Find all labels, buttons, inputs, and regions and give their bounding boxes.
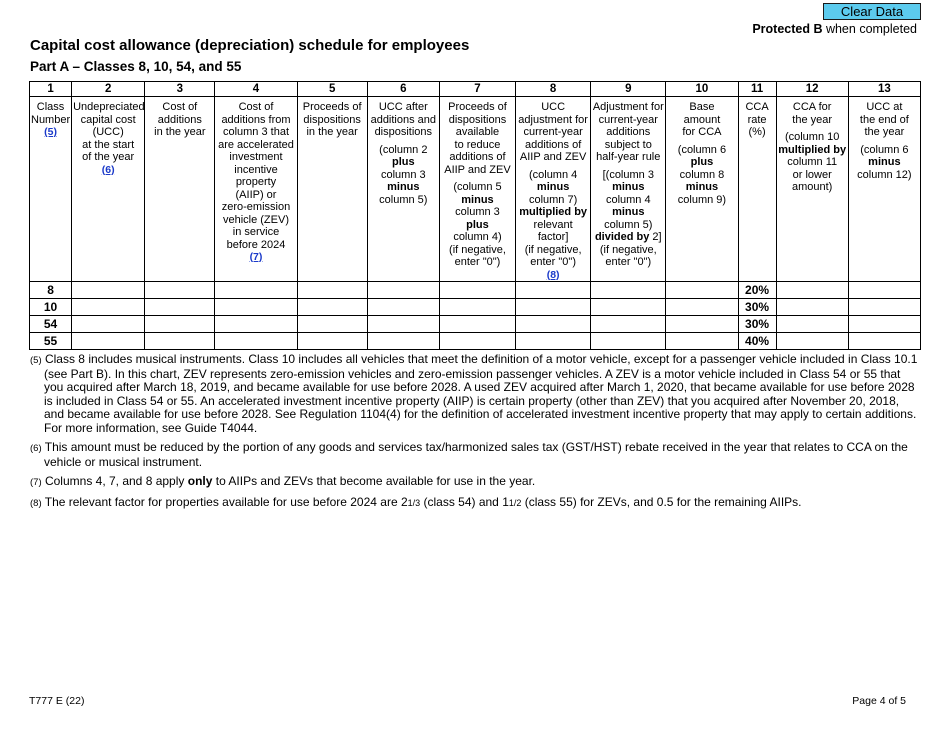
input-cell[interactable] [367, 282, 439, 299]
footnote-6: (6) This amount must be reduced by the portion of any goods and services tax/harmonized sales tax (GST/HST) rebate received in the year that relates to CCA on the vehicle or musical instrument. [30, 440, 908, 469]
footnote-7-link[interactable]: (7) [249, 251, 263, 263]
col-num-6: 6 [367, 82, 439, 97]
col-num-5: 5 [297, 82, 367, 97]
class-label: 54 [30, 316, 72, 333]
col-desc-2: Undepreciated capital cost (UCC) at the start of the year (6) [72, 97, 145, 282]
footnote-8: (8) The relevant factor for properties available for use before 2024 are 21/3 (class 54) and 11/2 (class 55) for ZEVs, and 0.5 for the remaining AIIPs. [30, 494, 802, 509]
cca-rate: 20% [738, 282, 776, 299]
input-cell[interactable] [591, 333, 666, 350]
col-num-13: 13 [848, 82, 920, 97]
input-cell[interactable] [848, 333, 920, 350]
input-cell[interactable] [367, 299, 439, 316]
input-cell[interactable] [215, 316, 297, 333]
col-desc-3: Cost of additions in the year [145, 97, 215, 282]
footnote-6-link[interactable]: (6) [101, 163, 115, 176]
part-heading: Part A – Classes 8, 10, 54, and 55 [30, 59, 242, 74]
col-num-1: 1 [30, 82, 72, 97]
column-number-row [30, 82, 921, 97]
cca-rate: 30% [738, 299, 776, 316]
input-cell[interactable] [591, 282, 666, 299]
input-cell[interactable] [145, 316, 215, 333]
input-cell[interactable] [776, 299, 848, 316]
input-cell[interactable] [439, 333, 515, 350]
class-label: 55 [30, 333, 72, 350]
form-number: T777 E (22) [29, 695, 85, 707]
input-cell[interactable] [776, 282, 848, 299]
class-label: 8 [30, 282, 72, 299]
input-cell[interactable] [516, 316, 591, 333]
col-num-7: 7 [439, 82, 515, 97]
input-cell[interactable] [666, 316, 738, 333]
input-cell[interactable] [367, 316, 439, 333]
input-cell[interactable] [145, 282, 215, 299]
col-desc-10: Base amount for CCA (column 6 plus column 8 minus column 9) [666, 97, 738, 282]
footnote-5-link[interactable]: (5) [44, 126, 57, 138]
footnote-8-link[interactable]: (8) [546, 268, 560, 281]
input-cell[interactable] [848, 316, 920, 333]
col-num-12: 12 [776, 82, 848, 97]
input-cell[interactable] [215, 333, 297, 350]
col-desc-8: UCC adjustment for current-year additions of AIIP and ZEV (column 4 minus column 7) multiplied by relevant factor] (if negative, enter "0") (8) [516, 97, 591, 282]
class-row-54 [30, 316, 921, 333]
cca-rate: 30% [738, 316, 776, 333]
input-cell[interactable] [516, 299, 591, 316]
col-num-10: 10 [666, 82, 738, 97]
class-row-8 [30, 282, 921, 299]
col-num-4: 4 [215, 82, 297, 97]
col-num-8: 8 [516, 82, 591, 97]
col-desc-7: Proceeds of dispositions available to reduce additions of AIIP and ZEV (column 5 minus column 3 plus column 4) (if negative, enter "0") [439, 97, 515, 282]
col-desc-6: UCC after additions and dispositions (column 2 plus column 3 minus column 5) [367, 97, 439, 282]
col-desc-4: Cost of additions from column 3 that are accelerated investment incentive property (AIIP) or zero-emission vehicle (ZEV) in service before 2024 (7) [215, 97, 297, 282]
input-cell[interactable] [516, 333, 591, 350]
input-cell[interactable] [297, 316, 367, 333]
input-cell[interactable] [72, 282, 145, 299]
col-desc-9: Adjustment for current-year additions subject to half-year rule [(column 3 minus column 4 minus column 5) divided by 2] (if negative, enter "0") [591, 97, 666, 282]
input-cell[interactable] [666, 299, 738, 316]
col-num-3: 3 [145, 82, 215, 97]
clear-data-button[interactable]: Clear Data [823, 3, 921, 20]
input-cell[interactable] [666, 282, 738, 299]
input-cell[interactable] [297, 333, 367, 350]
input-cell[interactable] [439, 316, 515, 333]
input-cell[interactable] [215, 282, 297, 299]
input-cell[interactable] [297, 282, 367, 299]
input-cell[interactable] [516, 282, 591, 299]
input-cell[interactable] [367, 333, 439, 350]
footnote-7: (7) Columns 4, 7, and 8 apply only to AIIPs and ZEVs that become available for use in the year. [30, 474, 536, 488]
footnotes [30, 353, 922, 516]
input-cell[interactable] [72, 333, 145, 350]
col-desc-11: CCA rate (%) [738, 97, 776, 282]
input-cell[interactable] [591, 316, 666, 333]
input-cell[interactable] [297, 299, 367, 316]
cca-table [29, 81, 921, 350]
input-cell[interactable] [848, 282, 920, 299]
col-desc-12: CCA for the year (column 10 multiplied by column 11 or lower amount) [776, 97, 848, 282]
cca-rate: 40% [738, 333, 776, 350]
col-desc-5: Proceeds of dispositions in the year [297, 97, 367, 282]
footnote-5: (5) Class 8 includes musical instruments. Class 10 includes all vehicles that meet the definition of a motor vehicle, except for a passenger vehicle included in Class 10.1 (see Part B). In this chart, ZEV represents zero-emission vehicles and zero-emission passenger vehicles. A ZEV is a motor vehicle included in Class 54 or 55 that you acquired after March 18, 2019, and became available for use before 2028. A used ZEV acquired after March 1, 2020, that became available for use before 2028 is included in Class 54 or 55. An accelerated investment incentive property (AIIP) is certain property (other than ZEV) that you acquired after November 20, 2018, and became available for use before 2028. See Regulation 1104(4) for the definition of accelerated investment incentive property that may apply to certain additions. For more information, see Guide T4044. [30, 352, 918, 435]
input-cell[interactable] [848, 299, 920, 316]
input-cell[interactable] [145, 299, 215, 316]
col-desc-1: Class Number (5) [30, 97, 72, 282]
input-cell[interactable] [776, 316, 848, 333]
input-cell[interactable] [776, 333, 848, 350]
protected-label: Protected B when completed [752, 22, 917, 36]
page-title: Capital cost allowance (depreciation) schedule for employees [30, 37, 470, 54]
input-cell[interactable] [591, 299, 666, 316]
input-cell[interactable] [666, 333, 738, 350]
input-cell[interactable] [145, 333, 215, 350]
input-cell[interactable] [72, 316, 145, 333]
page-number: Page 4 of 5 [852, 695, 906, 707]
col-num-11: 11 [738, 82, 776, 97]
input-cell[interactable] [439, 299, 515, 316]
col-desc-13: UCC at the end of the year (column 6 minus column 12) [848, 97, 920, 282]
class-row-55 [30, 333, 921, 350]
col-num-9: 9 [591, 82, 666, 97]
input-cell[interactable] [215, 299, 297, 316]
input-cell[interactable] [439, 282, 515, 299]
col-num-2: 2 [72, 82, 145, 97]
class-row-10 [30, 299, 921, 316]
column-description-row [30, 97, 921, 282]
input-cell[interactable] [72, 299, 145, 316]
class-label: 10 [30, 299, 72, 316]
